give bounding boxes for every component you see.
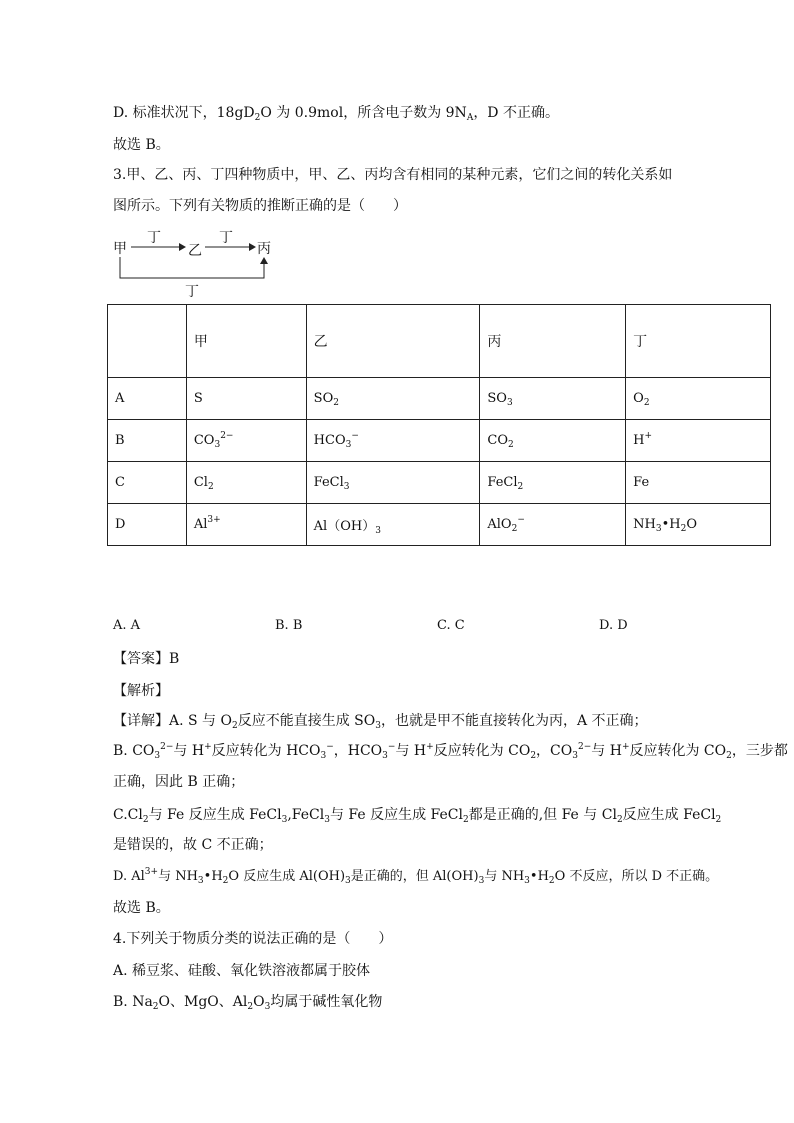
conversion-diagram: [113, 228, 283, 300]
cell: Fe: [626, 462, 771, 504]
choice-d: D. D: [599, 618, 628, 633]
cell: $Al(OH)_3$: [306, 504, 480, 546]
choice-b: B. B: [275, 618, 303, 633]
choice-a: A. A: [113, 618, 141, 633]
arrow-label-1: 丁: [147, 230, 161, 246]
header-cell: [108, 305, 187, 378]
row-label: A: [108, 378, 187, 420]
table-row: [108, 420, 771, 462]
table-row: [108, 504, 771, 546]
cell: $HCO_3^-$: [306, 420, 480, 462]
cell: S: [186, 378, 306, 420]
cell: H+: [626, 420, 771, 462]
arrow-label-2: 丁: [219, 230, 233, 246]
q3-conclusion: 故选 B。: [113, 900, 170, 916]
row-label: C: [108, 462, 187, 504]
cell: $O_2$: [626, 378, 771, 420]
table-header-row: [108, 305, 771, 378]
cell: $SO_2$: [306, 378, 480, 420]
analysis-title: 【解析】: [113, 683, 169, 699]
cell: $Al^{3+}$: [186, 504, 306, 546]
header-cell: 丁: [626, 305, 771, 378]
q3-table: [107, 304, 771, 546]
node-yi: 乙: [188, 243, 202, 259]
node-bing: 丙: [257, 241, 271, 257]
cell: $SO_3$: [480, 378, 626, 420]
cell: FeCl$_3$: [306, 462, 480, 504]
detail-c-line1: $C.Cl_2$与 Fe 反应生成 FeCl$_3$,FeCl$_3$与 Fe 反应生成 FeCl$_2$都是正确的,但 Fe 与 $Cl_2$反应生成 FeCl$_2$: [113, 807, 722, 825]
detail-a: 【详解】A. S 与 $O_2$反应不能直接生成 $SO_3$，也就是甲不能直接转化为丙，A 不正确；: [113, 713, 648, 731]
cell: $CO_3^{2-}$: [186, 420, 306, 462]
q2-conclusion: 故选 B。: [113, 137, 170, 153]
header-cell: 甲: [186, 305, 306, 378]
q3-stem-line1: 3.甲、乙、丙、丁四种物质中，甲、乙、丙均含有相同的某种元素，它们之间的转化关系如: [113, 167, 673, 183]
cell: AlO$_2$−: [480, 504, 626, 546]
cell: $CO_2$: [480, 420, 626, 462]
table-row: [108, 378, 771, 420]
header-cell: 丙: [480, 305, 626, 378]
q4-stem: 4.下列关于物质分类的说法正确的是（ ）: [113, 931, 393, 947]
detail-d: D. $Al^{3+}$与 $NH_3•H_2O$ 反应生成 $Al(OH)_3$是正确的，但 $Al(OH)_3$与 $NH_3•H_2O$ 不反应，所以 D 不正确。: [113, 867, 719, 886]
q2-option-d: D. 标准状况下，$18gD_2O$ 为 0.9mol，所含电子数为 $9N_A$，D 不正确。: [113, 105, 559, 123]
detail-c-line2: 是错误的，故 C 不正确；: [113, 837, 273, 853]
answer: 【答案】B: [113, 651, 180, 667]
header-cell: 乙: [306, 305, 480, 378]
detail-b-line2: 正确，因此 B 正确；: [113, 774, 245, 790]
table-row: [108, 462, 771, 504]
node-jia: 甲: [113, 241, 127, 257]
row-label: B: [108, 420, 187, 462]
row-label: D: [108, 504, 187, 546]
cell: $NH_3•H_2O$: [626, 504, 771, 546]
choice-c: C. C: [437, 618, 465, 633]
cell: $Cl_2$: [186, 462, 306, 504]
q4-option-b: B. $Na_2O$、MgO、$Al_2O_3$均属于碱性氧化物: [113, 994, 383, 1012]
detail-b-line1: B. $CO_3^{2-}$与 H+反应转化为 $HCO_3^-$，$HCO_3^-$与 H+反应转化为 $CO_2$，$CO_3^{2-}$与 H+反应转化为 $CO_2$，三步都: [113, 742, 788, 761]
q3-stem-line2: 图所示。下列有关物质的推断正确的是（ ）: [113, 198, 407, 214]
arrow-label-3: 丁: [185, 284, 199, 300]
q4-option-a: A. 稀豆浆、硅酸、氧化铁溶液都属于胶体: [113, 963, 371, 979]
cell: FeCl$_2$: [480, 462, 626, 504]
